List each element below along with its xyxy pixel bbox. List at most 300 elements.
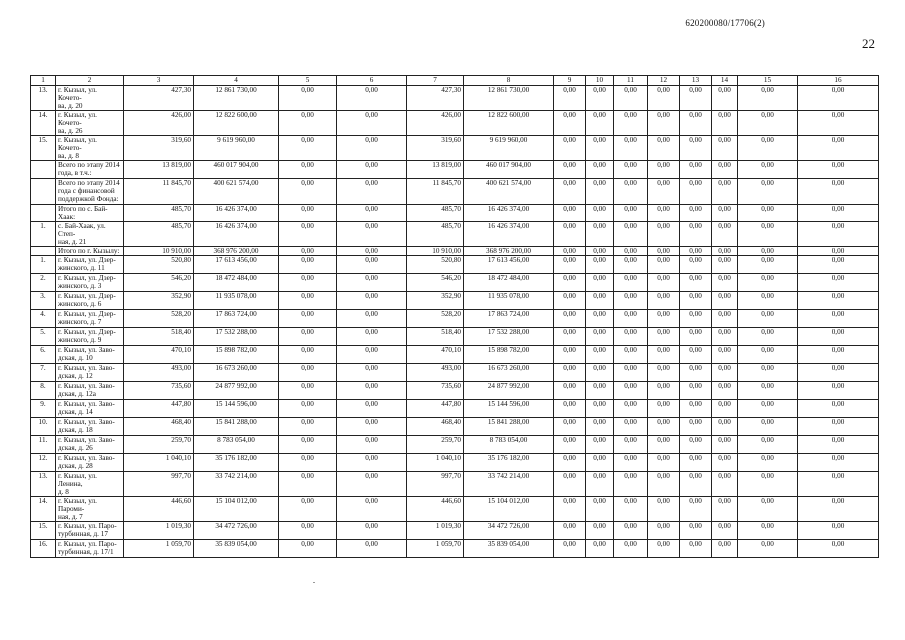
address-cell: г. Кызыл, ул. Дзер- жинского, д. 9 xyxy=(56,328,124,346)
value-cell: 319,60 xyxy=(407,136,464,161)
table-row xyxy=(31,274,879,292)
row-number-cell: 13. xyxy=(31,472,56,497)
value-cell: 0,00 xyxy=(554,472,586,497)
value-cell: 0,00 xyxy=(279,205,337,222)
value-cell: 0,00 xyxy=(798,205,879,222)
value-cell: 0,00 xyxy=(712,436,738,454)
value-cell: 0,00 xyxy=(614,418,648,436)
value-cell: 0,00 xyxy=(738,400,798,418)
value-cell: 0,00 xyxy=(279,222,337,247)
value-cell: 1 040,10 xyxy=(124,454,194,472)
value-cell: 0,00 xyxy=(798,400,879,418)
value-cell: 0,00 xyxy=(279,346,337,364)
value-cell: 0,00 xyxy=(712,540,738,558)
value-cell: 0,00 xyxy=(586,256,614,274)
value-cell: 493,00 xyxy=(124,364,194,382)
value-cell: 0,00 xyxy=(712,274,738,292)
value-cell: 0,00 xyxy=(798,256,879,274)
value-cell: 0,00 xyxy=(680,436,712,454)
value-cell: 24 877 992,00 xyxy=(194,382,279,400)
value-cell: 259,70 xyxy=(407,436,464,454)
value-cell: 0,00 xyxy=(279,161,337,179)
value-cell: 493,00 xyxy=(407,364,464,382)
value-cell: 0,00 xyxy=(680,328,712,346)
value-cell: 0,00 xyxy=(279,472,337,497)
value-cell: 12 861 730,00 xyxy=(464,86,554,111)
row-number-cell: 8. xyxy=(31,382,56,400)
value-cell: 0,00 xyxy=(554,436,586,454)
value-cell: 0,00 xyxy=(798,497,879,522)
value-cell: 0,00 xyxy=(279,382,337,400)
value-cell: 528,20 xyxy=(407,310,464,328)
value-cell: 546,20 xyxy=(124,274,194,292)
column-header: 9 xyxy=(554,76,586,86)
value-cell: 0,00 xyxy=(680,418,712,436)
value-cell: 0,00 xyxy=(738,436,798,454)
table-row xyxy=(31,310,879,328)
value-cell: 368 976 200,00 xyxy=(194,247,279,256)
value-cell: 0,00 xyxy=(680,497,712,522)
value-cell: 0,00 xyxy=(337,328,407,346)
value-cell: 0,00 xyxy=(648,418,680,436)
value-cell: 0,00 xyxy=(798,418,879,436)
value-cell: 0,00 xyxy=(798,274,879,292)
column-header: 15 xyxy=(738,76,798,86)
value-cell: 0,00 xyxy=(337,364,407,382)
value-cell: 15 104 012,00 xyxy=(194,497,279,522)
value-cell: 0,00 xyxy=(614,364,648,382)
address-cell: Всего по этапу 2014 года, в т.ч.: xyxy=(56,161,124,179)
value-cell: 0,00 xyxy=(738,328,798,346)
value-cell: 0,00 xyxy=(680,86,712,111)
page-number: 22 xyxy=(862,36,875,51)
value-cell: 485,70 xyxy=(124,222,194,247)
value-cell: 0,00 xyxy=(798,382,879,400)
value-cell: 0,00 xyxy=(738,86,798,111)
value-cell: 0,00 xyxy=(554,222,586,247)
value-cell: 0,00 xyxy=(648,205,680,222)
table-row xyxy=(31,436,879,454)
document-id: 620200080/17706(2) xyxy=(685,18,765,28)
value-cell: 0,00 xyxy=(738,382,798,400)
value-cell: 0,00 xyxy=(798,540,879,558)
value-cell: 0,00 xyxy=(337,540,407,558)
value-cell: 0,00 xyxy=(648,540,680,558)
value-cell: 0,00 xyxy=(738,247,798,256)
value-cell: 0,00 xyxy=(738,522,798,540)
value-cell: 16 426 374,00 xyxy=(194,205,279,222)
value-cell: 0,00 xyxy=(798,111,879,136)
value-cell: 0,00 xyxy=(279,247,337,256)
row-number-cell: 5. xyxy=(31,328,56,346)
value-cell: 11 845,70 xyxy=(124,179,194,205)
value-cell: 0,00 xyxy=(554,328,586,346)
value-cell: 0,00 xyxy=(337,454,407,472)
value-cell: 0,00 xyxy=(680,161,712,179)
value-cell: 0,00 xyxy=(614,161,648,179)
value-cell: 0,00 xyxy=(614,179,648,205)
address-cell: с. Бай-Хаак, ул. Степ- ная, д. 21 xyxy=(56,222,124,247)
value-cell: 0,00 xyxy=(648,497,680,522)
value-cell: 35 176 182,00 xyxy=(194,454,279,472)
value-cell: 470,10 xyxy=(124,346,194,364)
value-cell: 0,00 xyxy=(586,179,614,205)
column-header: 1 xyxy=(31,76,56,86)
value-cell: 0,00 xyxy=(648,328,680,346)
value-cell: 34 472 726,00 xyxy=(464,522,554,540)
table-row xyxy=(31,179,879,205)
value-cell: 518,40 xyxy=(407,328,464,346)
row-number-cell: 15. xyxy=(31,136,56,161)
value-cell: 17 532 288,00 xyxy=(464,328,554,346)
value-cell: 0,00 xyxy=(554,292,586,310)
row-number-cell: 14. xyxy=(31,111,56,136)
value-cell: 0,00 xyxy=(712,418,738,436)
value-cell: 0,00 xyxy=(680,274,712,292)
value-cell: 0,00 xyxy=(614,222,648,247)
column-header: 14 xyxy=(712,76,738,86)
value-cell: 0,00 xyxy=(337,111,407,136)
table-row xyxy=(31,540,879,558)
value-cell: 0,00 xyxy=(738,111,798,136)
value-cell: 16 426 374,00 xyxy=(464,222,554,247)
column-header: 13 xyxy=(680,76,712,86)
value-cell: 0,00 xyxy=(680,522,712,540)
value-cell: 0,00 xyxy=(554,179,586,205)
address-cell: г. Кызыл, ул. Пароми- ная, д. 7 xyxy=(56,497,124,522)
value-cell: 0,00 xyxy=(712,310,738,328)
address-cell: г. Кызыл, ул. Заво- дская, д. 28 xyxy=(56,454,124,472)
value-cell: 0,00 xyxy=(337,400,407,418)
value-cell: 0,00 xyxy=(586,111,614,136)
value-cell: 0,00 xyxy=(798,136,879,161)
value-cell: 33 742 214,00 xyxy=(194,472,279,497)
address-cell: г. Кызыл, ул. Дзер- жинского, д. 11 xyxy=(56,256,124,274)
value-cell: 0,00 xyxy=(798,292,879,310)
value-cell: 0,00 xyxy=(337,136,407,161)
row-number-cell xyxy=(31,247,56,256)
value-cell: 0,00 xyxy=(614,540,648,558)
value-cell: 400 621 574,00 xyxy=(464,179,554,205)
table-row xyxy=(31,111,879,136)
value-cell: 0,00 xyxy=(586,310,614,328)
value-cell: 0,00 xyxy=(680,454,712,472)
value-cell: 0,00 xyxy=(279,136,337,161)
value-cell: 0,00 xyxy=(586,247,614,256)
column-header: 6 xyxy=(337,76,407,86)
value-cell: 460 017 904,00 xyxy=(194,161,279,179)
table-row xyxy=(31,364,879,382)
value-cell: 520,80 xyxy=(124,256,194,274)
row-number-cell: 7. xyxy=(31,364,56,382)
address-cell: г. Кызыл, ул. Заво- дская, д. 14 xyxy=(56,400,124,418)
value-cell: 0,00 xyxy=(279,522,337,540)
value-cell: 0,00 xyxy=(614,256,648,274)
table-row xyxy=(31,472,879,497)
value-cell: 17 863 724,00 xyxy=(464,310,554,328)
value-cell: 0,00 xyxy=(680,205,712,222)
value-cell: 0,00 xyxy=(712,497,738,522)
column-header: 10 xyxy=(586,76,614,86)
value-cell: 427,30 xyxy=(124,86,194,111)
value-cell: 0,00 xyxy=(648,310,680,328)
value-cell: 0,00 xyxy=(738,274,798,292)
value-cell: 319,60 xyxy=(124,136,194,161)
value-cell: 0,00 xyxy=(680,136,712,161)
value-cell: 0,00 xyxy=(337,247,407,256)
value-cell: 468,40 xyxy=(407,418,464,436)
value-cell: 0,00 xyxy=(712,328,738,346)
value-cell: 0,00 xyxy=(738,454,798,472)
table-row xyxy=(31,400,879,418)
value-cell: 0,00 xyxy=(738,205,798,222)
value-cell: 352,90 xyxy=(407,292,464,310)
value-cell: 427,30 xyxy=(407,86,464,111)
value-cell: 0,00 xyxy=(798,346,879,364)
value-cell: 0,00 xyxy=(648,222,680,247)
value-cell: 0,00 xyxy=(279,256,337,274)
value-cell: 0,00 xyxy=(738,222,798,247)
column-header: 2 xyxy=(56,76,124,86)
value-cell: 0,00 xyxy=(712,522,738,540)
table-row xyxy=(31,328,879,346)
value-cell: 0,00 xyxy=(586,522,614,540)
table-row xyxy=(31,346,879,364)
value-cell: 24 877 992,00 xyxy=(464,382,554,400)
value-cell: 0,00 xyxy=(798,364,879,382)
value-cell: 0,00 xyxy=(798,454,879,472)
table-row xyxy=(31,222,879,247)
value-cell: 0,00 xyxy=(712,292,738,310)
value-cell: 0,00 xyxy=(614,136,648,161)
value-cell: 997,70 xyxy=(407,472,464,497)
value-cell: 446,60 xyxy=(124,497,194,522)
value-cell: 0,00 xyxy=(279,328,337,346)
value-cell: 0,00 xyxy=(614,497,648,522)
value-cell: 0,00 xyxy=(279,179,337,205)
value-cell: 0,00 xyxy=(614,205,648,222)
value-cell: 0,00 xyxy=(614,274,648,292)
value-cell: 470,10 xyxy=(407,346,464,364)
value-cell: 0,00 xyxy=(337,256,407,274)
row-number-cell: 12. xyxy=(31,454,56,472)
value-cell: 400 621 574,00 xyxy=(194,179,279,205)
value-cell: 0,00 xyxy=(738,346,798,364)
value-cell: 0,00 xyxy=(586,328,614,346)
value-cell: 0,00 xyxy=(614,111,648,136)
value-cell: 0,00 xyxy=(648,472,680,497)
value-cell: 0,00 xyxy=(712,179,738,205)
value-cell: 0,00 xyxy=(648,400,680,418)
value-cell: 0,00 xyxy=(586,472,614,497)
value-cell: 485,70 xyxy=(407,222,464,247)
value-cell: 0,00 xyxy=(337,274,407,292)
value-cell: 0,00 xyxy=(648,111,680,136)
value-cell: 15 898 782,00 xyxy=(194,346,279,364)
value-cell: 447,80 xyxy=(124,400,194,418)
value-cell: 1 059,70 xyxy=(124,540,194,558)
value-cell: 0,00 xyxy=(279,454,337,472)
column-header: 5 xyxy=(279,76,337,86)
value-cell: 0,00 xyxy=(614,472,648,497)
value-cell: 447,80 xyxy=(407,400,464,418)
value-cell: 0,00 xyxy=(680,382,712,400)
value-cell: 0,00 xyxy=(798,86,879,111)
value-cell: 0,00 xyxy=(738,364,798,382)
value-cell: 0,00 xyxy=(798,436,879,454)
value-cell: 0,00 xyxy=(648,292,680,310)
value-cell: 0,00 xyxy=(554,310,586,328)
address-cell: г. Кызыл, ул. Дзер- жинского, д. 7 xyxy=(56,310,124,328)
value-cell: 0,00 xyxy=(279,292,337,310)
value-cell: 0,00 xyxy=(554,400,586,418)
value-cell: 0,00 xyxy=(586,418,614,436)
row-number-cell: 2. xyxy=(31,274,56,292)
value-cell: 0,00 xyxy=(279,540,337,558)
value-cell: 0,00 xyxy=(614,382,648,400)
value-cell: 997,70 xyxy=(124,472,194,497)
value-cell: 528,20 xyxy=(124,310,194,328)
value-cell: 16 426 374,00 xyxy=(464,205,554,222)
value-cell: 735,60 xyxy=(124,382,194,400)
table-row xyxy=(31,382,879,400)
value-cell: 0,00 xyxy=(712,364,738,382)
value-cell: 15 898 782,00 xyxy=(464,346,554,364)
value-cell: 0,00 xyxy=(337,346,407,364)
column-header: 11 xyxy=(614,76,648,86)
value-cell: 0,00 xyxy=(337,292,407,310)
value-cell: 11 935 078,00 xyxy=(464,292,554,310)
row-number-cell xyxy=(31,205,56,222)
value-cell: 0,00 xyxy=(614,86,648,111)
value-cell: 0,00 xyxy=(554,497,586,522)
address-cell: г. Кызыл, ул. Кочето- ва, д. 8 xyxy=(56,136,124,161)
value-cell: 0,00 xyxy=(738,136,798,161)
row-number-cell: 9. xyxy=(31,400,56,418)
value-cell: 0,00 xyxy=(712,136,738,161)
table-row xyxy=(31,454,879,472)
value-cell: 0,00 xyxy=(798,222,879,247)
value-cell: 0,00 xyxy=(680,540,712,558)
value-cell: 13 819,00 xyxy=(124,161,194,179)
value-cell: 9 619 960,00 xyxy=(194,136,279,161)
value-cell: 0,00 xyxy=(279,400,337,418)
address-cell: г. Кызыл, ул. Заво- дская, д. 12а xyxy=(56,382,124,400)
value-cell: 0,00 xyxy=(586,497,614,522)
value-cell: 0,00 xyxy=(337,436,407,454)
address-cell: г. Кызыл, ул. Заво- дская, д. 26 xyxy=(56,436,124,454)
address-cell: Всего по этапу 2014 года с финансовой поддержкой Фонда: xyxy=(56,179,124,205)
value-cell: 0,00 xyxy=(586,364,614,382)
value-cell: 0,00 xyxy=(798,179,879,205)
value-cell: 0,00 xyxy=(279,497,337,522)
value-cell: 18 472 484,00 xyxy=(194,274,279,292)
value-cell: 0,00 xyxy=(738,418,798,436)
value-cell: 259,70 xyxy=(124,436,194,454)
value-cell: 0,00 xyxy=(680,247,712,256)
value-cell: 0,00 xyxy=(738,292,798,310)
value-cell: 0,00 xyxy=(554,364,586,382)
value-cell: 518,40 xyxy=(124,328,194,346)
value-cell: 0,00 xyxy=(680,222,712,247)
table-row xyxy=(31,256,879,274)
value-cell: 0,00 xyxy=(279,310,337,328)
value-cell: 16 673 260,00 xyxy=(194,364,279,382)
value-cell: 13 819,00 xyxy=(407,161,464,179)
value-cell: 0,00 xyxy=(554,205,586,222)
value-cell: 11 935 078,00 xyxy=(194,292,279,310)
value-cell: 0,00 xyxy=(337,418,407,436)
address-cell: Итого по г. Кызылу: xyxy=(56,247,124,256)
value-cell: 368 976 200,00 xyxy=(464,247,554,256)
value-cell: 0,00 xyxy=(337,86,407,111)
value-cell: 0,00 xyxy=(614,310,648,328)
value-cell: 0,00 xyxy=(738,161,798,179)
value-cell: 735,60 xyxy=(407,382,464,400)
value-cell: 1 059,70 xyxy=(407,540,464,558)
value-cell: 0,00 xyxy=(554,346,586,364)
value-cell: 0,00 xyxy=(798,161,879,179)
value-cell: 16 673 260,00 xyxy=(464,364,554,382)
value-cell: 0,00 xyxy=(337,382,407,400)
value-cell: 0,00 xyxy=(337,205,407,222)
value-cell: 0,00 xyxy=(712,382,738,400)
table-row xyxy=(31,418,879,436)
value-cell: 460 017 904,00 xyxy=(464,161,554,179)
value-cell: 0,00 xyxy=(554,522,586,540)
value-cell: 0,00 xyxy=(648,346,680,364)
value-cell: 0,00 xyxy=(680,292,712,310)
value-cell: 0,00 xyxy=(586,222,614,247)
value-cell: 0,00 xyxy=(738,472,798,497)
value-cell: 485,70 xyxy=(407,205,464,222)
value-cell: 0,00 xyxy=(614,454,648,472)
value-cell: 0,00 xyxy=(554,540,586,558)
value-cell: 16 426 374,00 xyxy=(194,222,279,247)
value-cell: 0,00 xyxy=(586,292,614,310)
value-cell: 0,00 xyxy=(586,454,614,472)
row-number-cell: 6. xyxy=(31,346,56,364)
table-header-row xyxy=(31,76,879,86)
value-cell: 0,00 xyxy=(712,256,738,274)
value-cell: 0,00 xyxy=(680,346,712,364)
address-cell: г. Кызыл, ул. Кочето- ва, д. 20 xyxy=(56,86,124,111)
value-cell: 0,00 xyxy=(680,310,712,328)
value-cell: 0,00 xyxy=(337,161,407,179)
value-cell: 0,00 xyxy=(554,418,586,436)
value-cell: 0,00 xyxy=(586,346,614,364)
value-cell: 15 144 596,00 xyxy=(194,400,279,418)
value-cell: 8 783 054,00 xyxy=(464,436,554,454)
value-cell: 35 839 054,00 xyxy=(194,540,279,558)
value-cell: 0,00 xyxy=(554,136,586,161)
value-cell: 0,00 xyxy=(279,418,337,436)
column-header: 3 xyxy=(124,76,194,86)
value-cell: 0,00 xyxy=(648,86,680,111)
value-cell: 12 822 600,00 xyxy=(194,111,279,136)
row-number-cell: 16. xyxy=(31,540,56,558)
value-cell: 0,00 xyxy=(586,540,614,558)
value-cell: 0,00 xyxy=(614,247,648,256)
value-cell: 33 742 214,00 xyxy=(464,472,554,497)
value-cell: 446,60 xyxy=(407,497,464,522)
value-cell: 0,00 xyxy=(648,436,680,454)
value-cell: 35 176 182,00 xyxy=(464,454,554,472)
value-cell: 0,00 xyxy=(648,179,680,205)
value-cell: 12 861 730,00 xyxy=(194,86,279,111)
value-cell: 0,00 xyxy=(712,222,738,247)
value-cell: 0,00 xyxy=(554,256,586,274)
